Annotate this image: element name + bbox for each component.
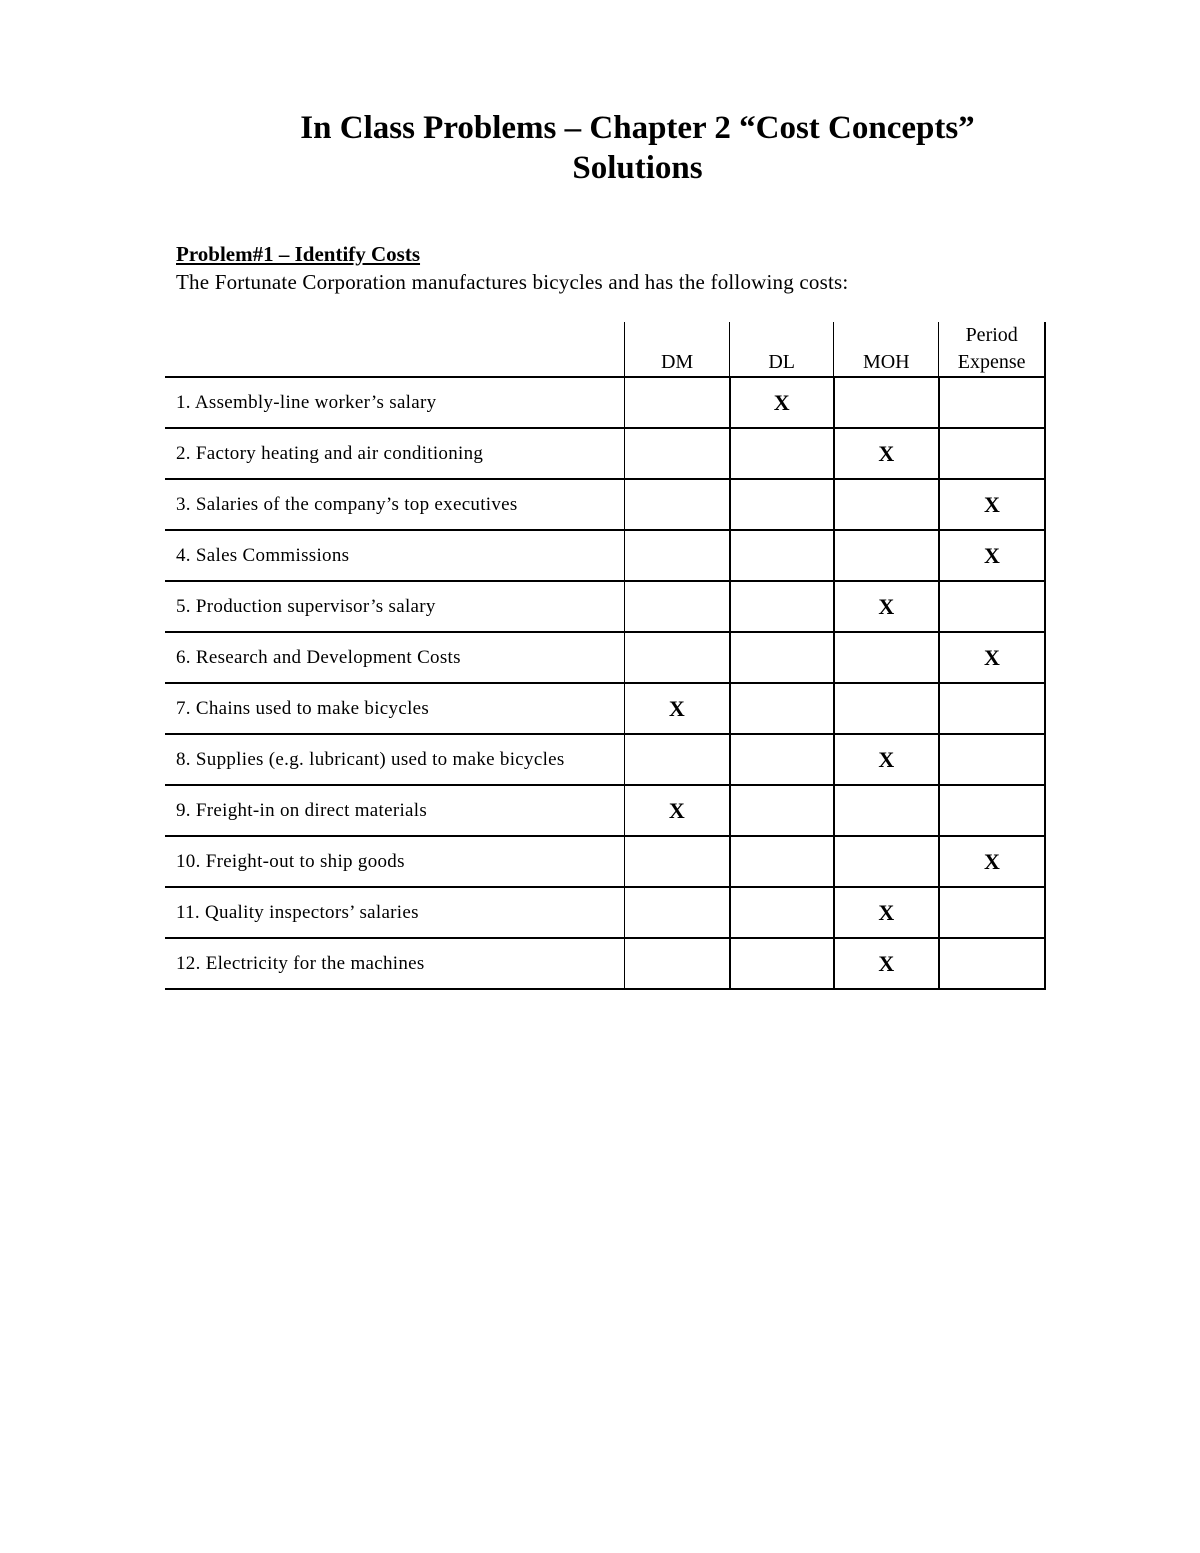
mark-cell-dm: [625, 887, 730, 938]
cost-item-label: 12. Electricity for the machines: [165, 938, 625, 989]
mark-cell-dm: [625, 632, 730, 683]
table-row: [165, 530, 1045, 581]
mark-cell-dm: [625, 377, 730, 428]
mark-cell-moh: [834, 836, 939, 887]
mark-cell-moh: X: [834, 938, 939, 989]
header-period-label: Period: [965, 324, 1018, 346]
mark-cell-dl: [730, 632, 834, 683]
mark-cell-moh: X: [834, 428, 939, 479]
table-row: [165, 581, 1045, 632]
cost-item-label: 4. Sales Commissions: [165, 530, 625, 581]
table-row: [165, 428, 1045, 479]
mark-cell-pe: [939, 734, 1045, 785]
mark-cell-moh: [834, 479, 939, 530]
mark-cell-dm: X: [625, 785, 730, 836]
mark-cell-dl: [730, 479, 834, 530]
mark-cell-dl: [730, 938, 834, 989]
header-item: [165, 322, 625, 377]
mark-cell-pe: X: [939, 530, 1045, 581]
cost-item-label: 1. Assembly-line worker’s salary: [165, 377, 625, 428]
mark-cell-moh: X: [834, 887, 939, 938]
mark-cell-dm: [625, 581, 730, 632]
mark-cell-pe: [939, 428, 1045, 479]
table-row: [165, 785, 1045, 836]
table-row: [165, 377, 1045, 428]
mark-cell-dm: [625, 938, 730, 989]
mark-cell-pe: X: [939, 632, 1045, 683]
mark-cell-moh: [834, 632, 939, 683]
mark-cell-dl: X: [730, 377, 834, 428]
mark-cell-dl: [730, 428, 834, 479]
cost-item-label: 5. Production supervisor’s salary: [165, 581, 625, 632]
table-row: [165, 479, 1045, 530]
document-subtitle: Solutions: [572, 150, 703, 186]
mark-cell-moh: [834, 683, 939, 734]
mark-cell-moh: [834, 785, 939, 836]
table-row: [165, 938, 1045, 989]
mark-cell-dm: [625, 530, 730, 581]
cost-item-label: 6. Research and Development Costs: [165, 632, 625, 683]
mark-cell-pe: [939, 785, 1045, 836]
header-dm: DM: [625, 322, 730, 377]
header-dl: DL: [730, 322, 834, 377]
table-row: [165, 683, 1045, 734]
cost-item-label: 3. Salaries of the company’s top executives: [165, 479, 625, 530]
mark-cell-dl: [730, 734, 834, 785]
mark-cell-moh: [834, 377, 939, 428]
table-row: [165, 734, 1045, 785]
cost-item-label: 9. Freight-in on direct materials: [165, 785, 625, 836]
document-title: In Class Problems – Chapter 2 “Cost Concepts”: [300, 110, 975, 146]
table-row: [165, 632, 1045, 683]
mark-cell-dm: X: [625, 683, 730, 734]
header-period-expense: [939, 322, 1045, 377]
header-expense-label: Expense: [957, 351, 1026, 373]
mark-cell-dl: [730, 887, 834, 938]
mark-cell-pe: [939, 938, 1045, 989]
mark-cell-pe: X: [939, 836, 1045, 887]
mark-cell-dl: [730, 836, 834, 887]
table-row: [165, 887, 1045, 938]
cost-item-label: 8. Supplies (e.g. lubricant) used to make bicycles: [165, 734, 625, 785]
table-header-row: [165, 322, 1045, 377]
mark-cell-dl: [730, 581, 834, 632]
cost-item-label: 7. Chains used to make bicycles: [165, 683, 625, 734]
mark-cell-pe: [939, 377, 1045, 428]
problem-description: The Fortunate Corporation manufactures bicycles and has the following costs:: [176, 270, 849, 294]
cost-item-label: 11. Quality inspectors’ salaries: [165, 887, 625, 938]
mark-cell-dl: [730, 785, 834, 836]
mark-cell-moh: X: [834, 581, 939, 632]
mark-cell-moh: [834, 530, 939, 581]
mark-cell-pe: [939, 887, 1045, 938]
mark-cell-dm: [625, 734, 730, 785]
table-row: [165, 836, 1045, 887]
cost-item-label: 2. Factory heating and air conditioning: [165, 428, 625, 479]
problem-heading: Problem#1 – Identify Costs: [176, 242, 421, 266]
mark-cell-moh: X: [834, 734, 939, 785]
mark-cell-pe: X: [939, 479, 1045, 530]
mark-cell-pe: [939, 683, 1045, 734]
mark-cell-dl: [730, 683, 834, 734]
mark-cell-pe: [939, 581, 1045, 632]
mark-cell-dm: [625, 836, 730, 887]
cost-item-label: 10. Freight-out to ship goods: [165, 836, 625, 887]
header-moh: MOH: [834, 322, 939, 377]
mark-cell-dm: [625, 479, 730, 530]
mark-cell-dl: [730, 530, 834, 581]
mark-cell-dm: [625, 428, 730, 479]
cost-classification-table: [165, 322, 1046, 990]
